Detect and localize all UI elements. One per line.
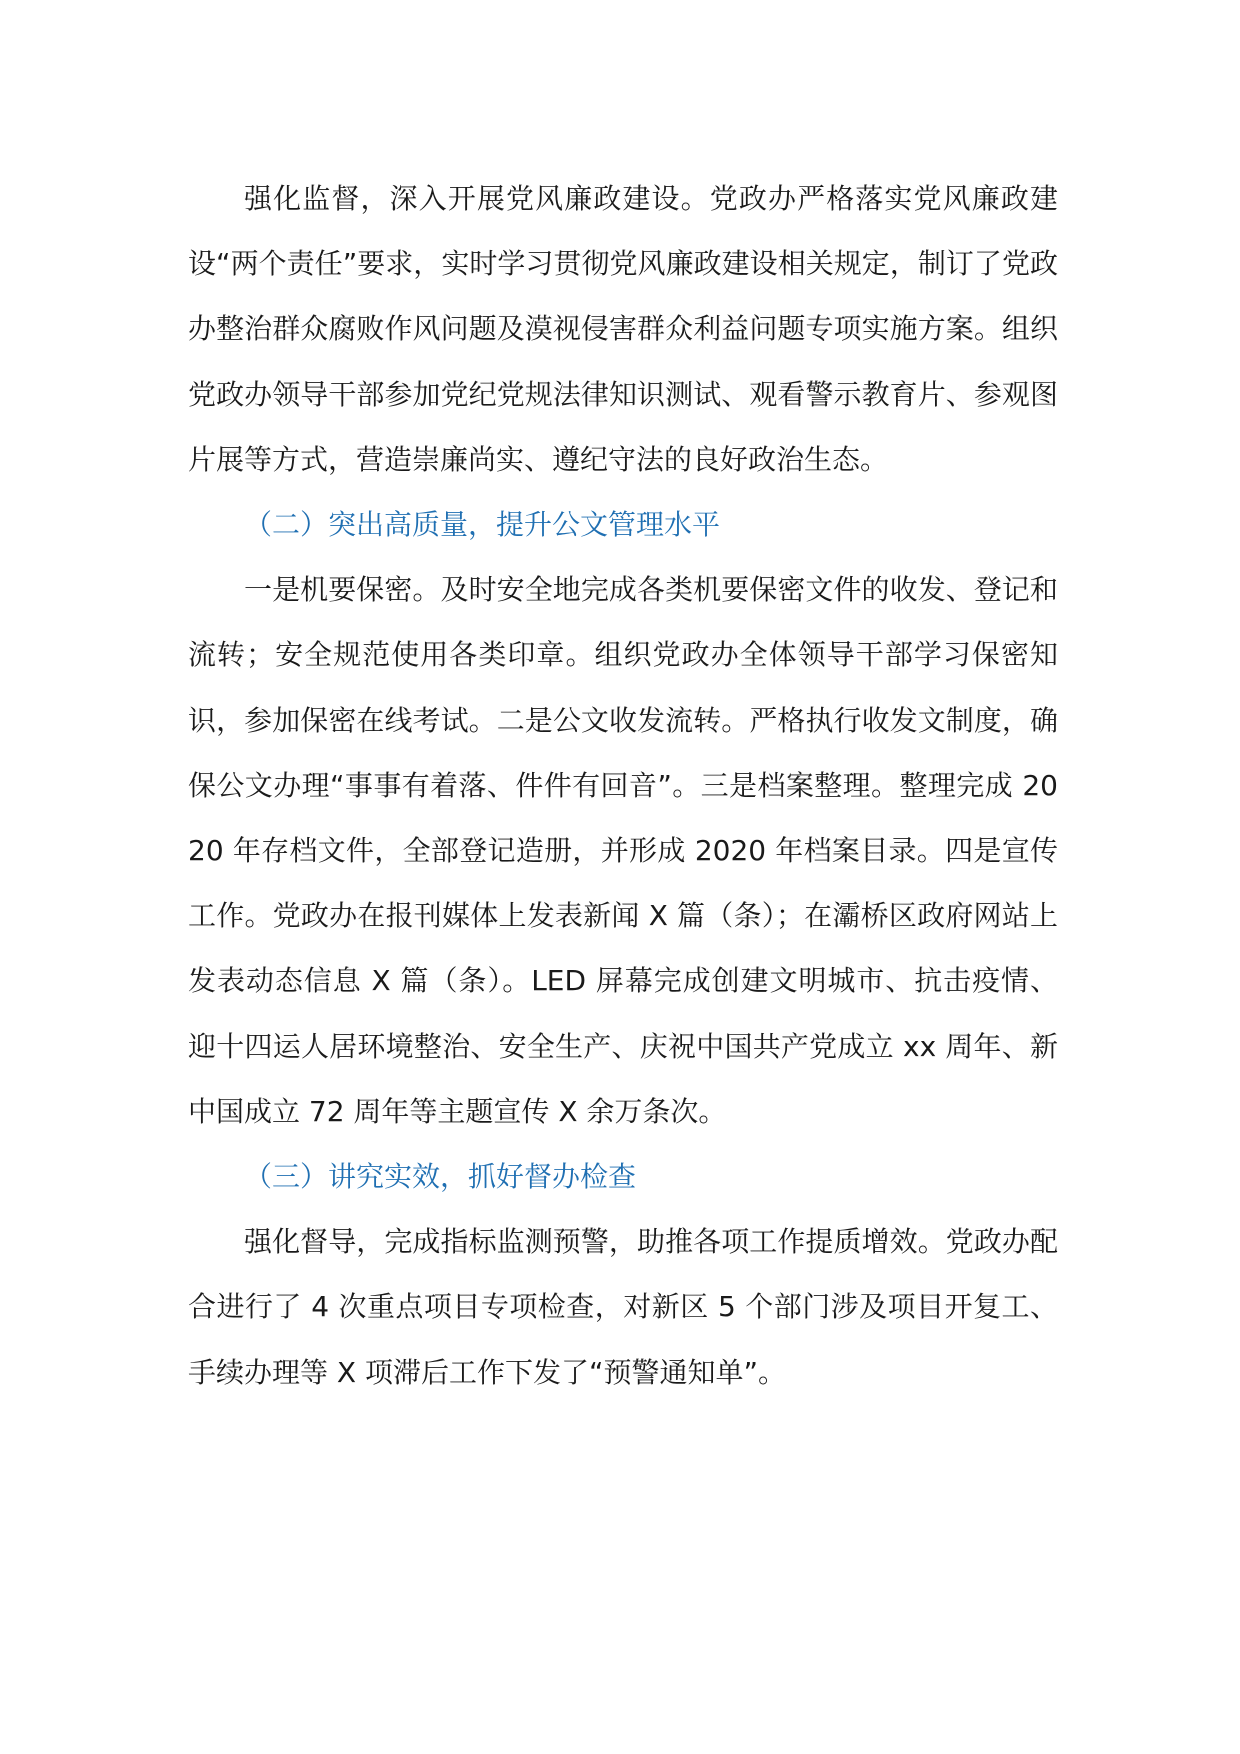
document-body	[188, 166, 1058, 1405]
paragraph-inspection: 强化督导，完成指标监测预警，助推各项工作提质增效。党政办配合进行了 4 次重点项目专项检查，对新区 5 个部门涉及项目开复工、手续办理等 X 项滞后工作下发了“预警通知单”。	[188, 1225, 1058, 1389]
section-heading-2: （二）突出高质量，提升公文管理水平	[244, 508, 721, 542]
section-heading-3: （三）讲究实效，抓好督办检查	[244, 1160, 637, 1194]
paragraph-supervision: 强化监督，深入开展党风廉政建设。党政办严格落实党风廉政建设“两个责任”要求，实时学习贯彻党风廉政建设相关规定，制订了党政办整治群众腐败作风问题及漠视侵害群众利益问题专项实施方案。组织党政办领导干部参加党纪党规法律知识测试、观看警示教育片、参观图片展等方式，营造崇廉尚实、遵纪守法的良好政治生态。	[188, 182, 1058, 476]
paragraph-document-management: 一是机要保密。及时安全地完成各类机要保密文件的收发、登记和流转；安全规范使用各类印章。组织党政办全体领导干部学习保密知识，参加保密在线考试。二是公文收发流转。严格执行收发文制度，确保公文办理“事事有着落、件件有回音”。三是档案整理。整理完成 2020 年存档文件，全部登记造册，并形成 2020 年档案目录。四是宣传工作。党政办在报刊媒体上发表新闻 X 篇（条）；在灞桥区政府网站上发表动态信息 X 篇（条）。LED 屏幕完成创建文明城市、抗击疫情、迎十四运人居环境整治、安全生产、庆祝中国共产党成立 xx 周年、新中国成立 72 周年等主题宣传 X 余万条次。	[188, 573, 1058, 1128]
